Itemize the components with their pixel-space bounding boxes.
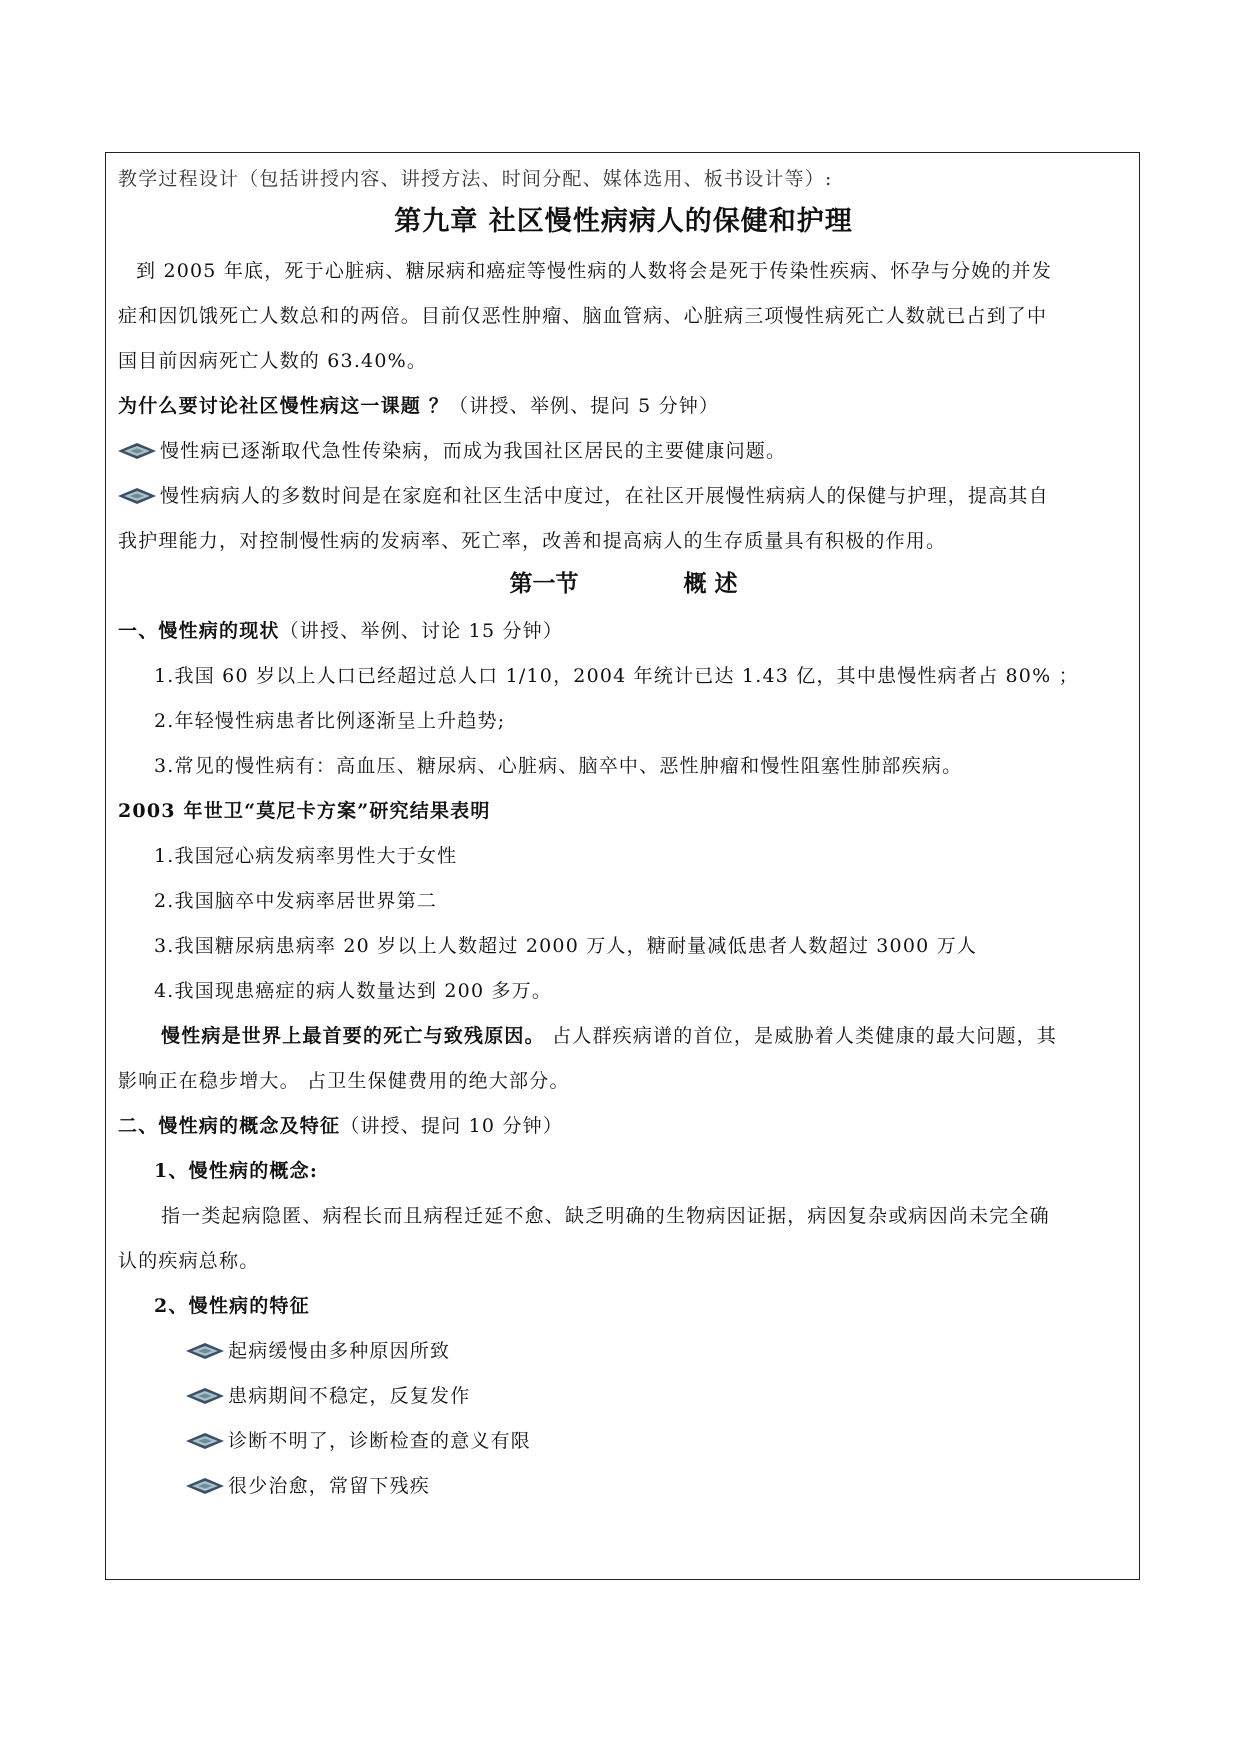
section-1-number: 第一节 — [509, 570, 579, 597]
feature-item-2-text: 患病期间不稳定，反复发作 — [228, 1385, 471, 1407]
part-2-title: 二、慢性病的概念及特征 — [118, 1115, 341, 1137]
diamond-bullet-icon — [186, 1388, 224, 1404]
part-1-item-3: 3.常见的慢性病有：高血压、糖尿病、心脏病、脑卒中、恶性肿瘤和慢性阻塞性肺部疾病。 — [154, 755, 963, 777]
chapter-title: 第九章 社区慢性病病人的保健和护理 — [394, 206, 853, 237]
intro-line-1: 到 2005 年底，死于心脏病、糖尿病和癌症等慢性病的人数将会是死于传染性疾病、怀孕与分娩的并发 — [136, 260, 1053, 282]
diamond-bullet-icon — [186, 1343, 224, 1359]
why-bullet-2-continuation: 我护理能力，对控制慢性病的发病率、死亡率，改善和提高病人的生存质量具有积极的作用。 — [118, 530, 947, 552]
part-1-item-1: 1.我国 60 岁以上人口已经超过总人口 1/10，2004 年统计已达 1.43 亿，其中患慢性病者占 80% ； — [154, 665, 1079, 687]
feature-item-4-text: 很少治愈，常留下残疾 — [228, 1475, 431, 1497]
leading-cause-bold: 慢性病是世界上最首要的死亡与致残原因。 — [161, 1025, 545, 1047]
who-title: 2003 年世卫“莫尼卡方案”研究结果表明 — [118, 800, 491, 822]
diamond-bullet-icon — [186, 1433, 224, 1449]
feature-item-2 — [186, 1384, 470, 1408]
why-bullet-1 — [118, 439, 786, 463]
part-1-note: （讲授、举例、讨论 15 分钟） — [279, 620, 564, 642]
why-heading — [118, 394, 719, 418]
section-1-name: 概 述 — [683, 570, 738, 597]
intro-line-3: 国目前因病死亡人数的 63.40%。 — [118, 350, 428, 372]
part-2-note: （讲授、提问 10 分钟） — [340, 1115, 564, 1137]
part-1-title: 一、慢性病的现状 — [118, 620, 280, 642]
who-item-4: 4.我国现患癌症的病人数量达到 200 多万。 — [154, 980, 553, 1002]
feature-item-3-text: 诊断不明了，诊断检查的意义有限 — [228, 1430, 532, 1452]
feature-item-1-text: 起病缓慢由多种原因所致 — [228, 1340, 451, 1362]
why-note: （讲授、举例、提问 5 分钟） — [449, 395, 720, 417]
feature-title: 2、慢性病的特征 — [154, 1295, 310, 1317]
diamond-bullet-icon — [186, 1478, 224, 1494]
feature-item-4 — [186, 1474, 430, 1498]
who-item-3: 3.我国糖尿病患病率 20 岁以上人数超过 2000 万人，糖耐量减低患者人数超过 3000 万人 — [154, 935, 978, 957]
diamond-bullet-icon — [118, 488, 156, 504]
lesson-plan-frame — [105, 152, 1140, 1580]
why-bullet-1-text: 慢性病已逐渐取代急性传染病，而成为我国社区居民的主要健康问题。 — [160, 440, 787, 462]
part-1-heading — [118, 619, 563, 643]
intro-line-2: 症和因饥饿死亡人数总和的两倍。目前仅恶性肿瘤、脑血管病、心脏病三项慢性病死亡人数就已占到了中 — [118, 305, 1048, 327]
why-title: 为什么要讨论社区慢性病这一课题 ？ — [118, 395, 450, 417]
feature-item-1 — [186, 1339, 450, 1363]
who-item-1: 1.我国冠心病发病率男性大于女性 — [154, 845, 458, 867]
leading-cause-line-1 — [161, 1024, 1057, 1048]
who-item-2: 2.我国脑卒中发病率居世界第二 — [154, 890, 438, 912]
part-1-item-2: 2.年轻慢性病患者比例逐渐呈上升趋势; — [154, 710, 506, 732]
diamond-bullet-icon — [118, 443, 156, 459]
concept-title: 1、慢性病的概念: — [154, 1160, 319, 1182]
section-1-heading — [106, 569, 1141, 599]
concept-line-2: 认的疾病总称。 — [118, 1250, 260, 1272]
header-label: 教学过程设计（包括讲授内容、讲授方法、时间分配、媒体选用、板书设计等）: — [118, 168, 833, 190]
feature-item-3 — [186, 1429, 531, 1453]
concept-line-1: 指一类起病隐匿、病程长而且病程迁延不愈、缺乏明确的生物病因证据，病因复杂或病因尚未完全确 — [161, 1205, 1050, 1227]
leading-cause-line-2: 影响正在稳步增大。 占卫生保健费用的绝大部分。 — [118, 1070, 570, 1092]
leading-cause-rest: 占人群疾病谱的首位，是威胁着人类健康的最大问题，其 — [544, 1025, 1058, 1047]
why-bullet-2 — [118, 484, 1049, 508]
why-bullet-2-text: 慢性病病人的多数时间是在家庭和社区生活中度过，在社区开展慢性病病人的保健与护理，提高其自 — [160, 485, 1049, 507]
part-2-heading — [118, 1114, 563, 1138]
